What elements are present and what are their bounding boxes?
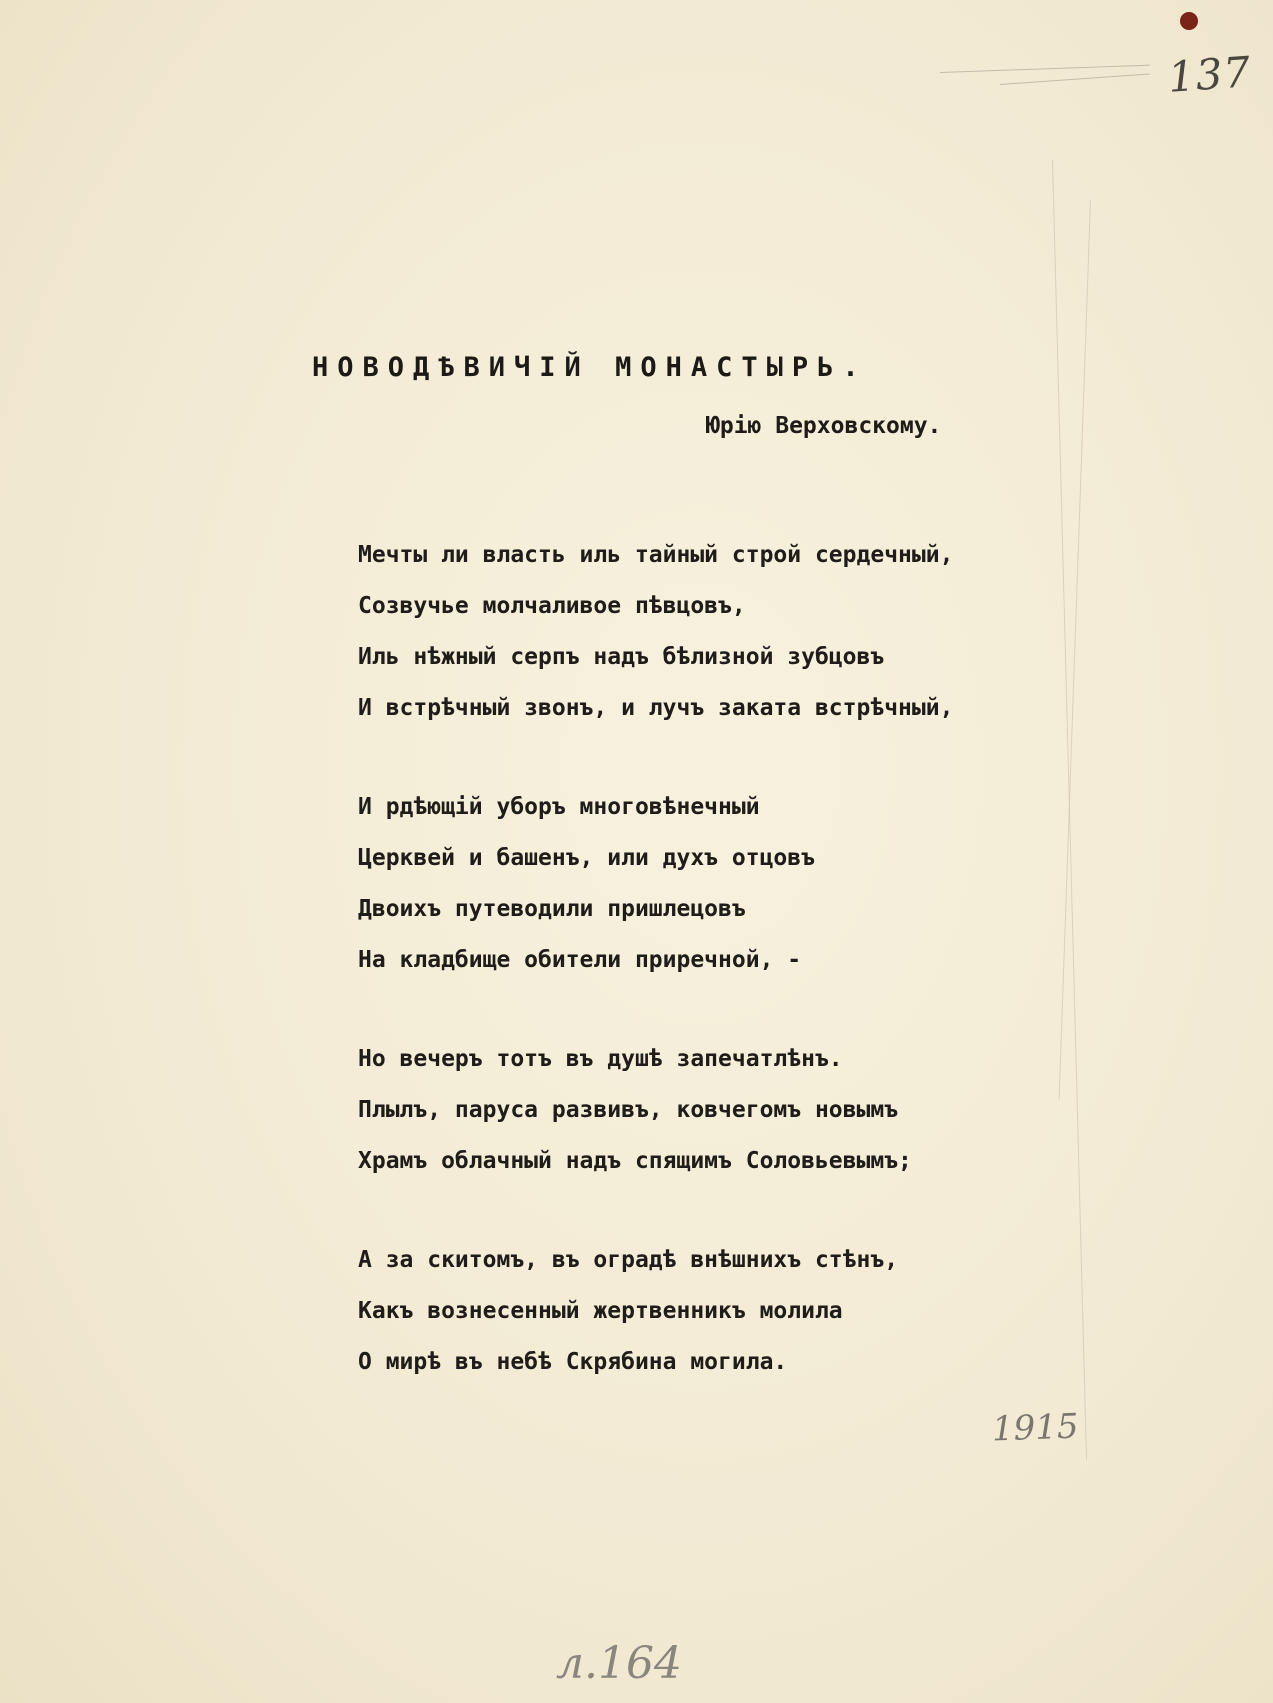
stanza-1 (358, 530, 953, 734)
stanza-2 (358, 782, 953, 986)
poem-line: Плылъ, паруса развивъ, ковчегомъ новымъ (358, 1097, 899, 1123)
poem-line: Двоихъ путеводили пришлецовъ (358, 896, 746, 922)
poem-line: Но вечеръ тотъ въ душѣ запечатлѣнъ. (358, 1046, 843, 1072)
sheet-annotation: л.164 (556, 1638, 682, 1689)
poem-line: На кладбище обители приречной, - (358, 947, 802, 973)
paper-crease (1059, 200, 1091, 1099)
poem-line: Какъ вознесенный жертвенникъ молила (358, 1298, 843, 1324)
stanza-4 (358, 1235, 953, 1388)
poem-line: Созвучье молчаливое пѣвцовъ, (358, 593, 746, 619)
poem-title: НОВОДѢВИЧІЙ МОНАСТЫРЬ. (312, 352, 868, 383)
poem-body (358, 530, 953, 1436)
folio-number: 137 (1166, 47, 1253, 102)
pencil-stroke (1000, 74, 1150, 85)
stanza-3 (358, 1034, 953, 1187)
poem-line: Иль нѣжный серпъ надъ бѣлизной зубцовъ (358, 644, 885, 670)
poem-line: О мирѣ въ небѣ Скрябина могила. (358, 1349, 788, 1375)
poem-line: Церквей и башенъ, или духъ отцовъ (358, 845, 815, 871)
poem-line: Мечты ли власть иль тайный строй сердечный, (358, 542, 954, 568)
poem-dedication: Юрію Верховскому. (706, 413, 942, 439)
poem-line: И встрѣчный звонъ, и лучъ заката встрѣчный, (358, 695, 954, 721)
pencil-stroke (940, 65, 1150, 73)
poem-line: Храмъ облачный надъ спящимъ Соловьевымъ; (358, 1148, 912, 1174)
poem-line: А за скитомъ, въ оградѣ внѣшнихъ стѣнъ, (358, 1247, 899, 1273)
red-ink-dot (1180, 12, 1198, 30)
poem-line: И рдѣющій уборъ многовѣнечный (358, 794, 760, 820)
year-annotation: 1915 (991, 1406, 1080, 1450)
